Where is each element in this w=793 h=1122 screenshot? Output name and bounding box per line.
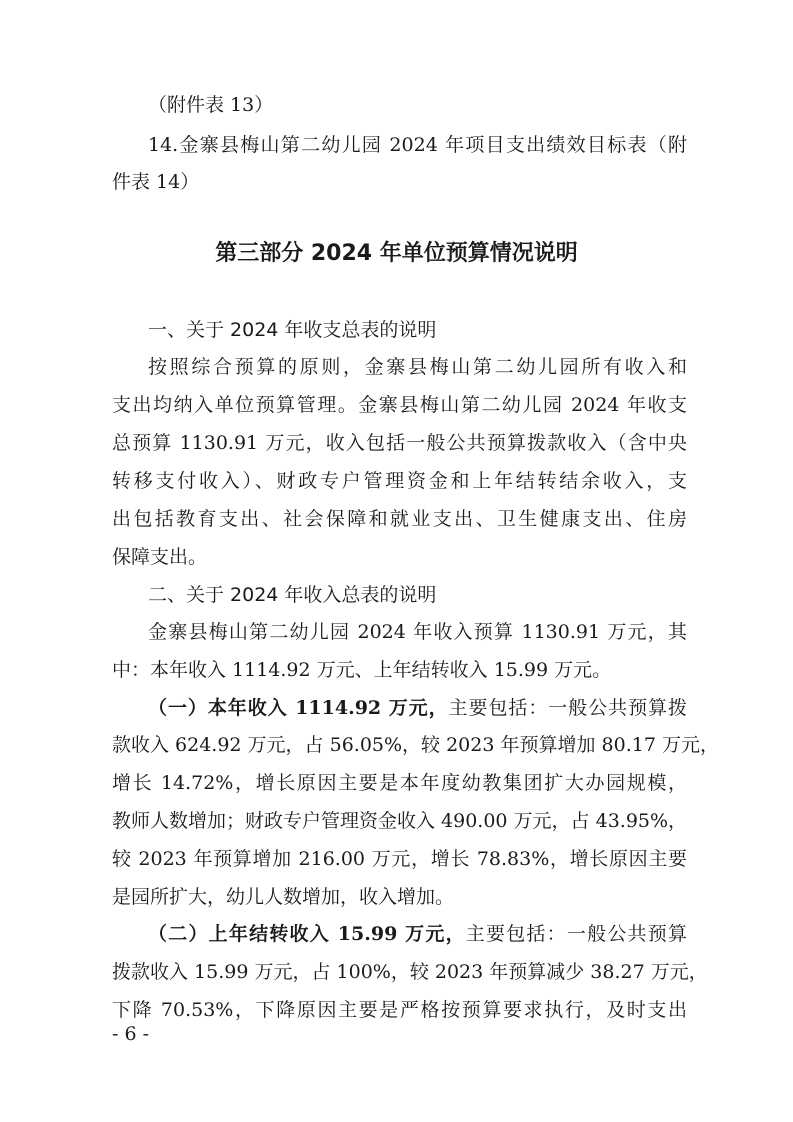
- attachment-line-13: （附件表 13）: [148, 94, 274, 116]
- sub1-heading: （一）本年收入 1114.92 万元，: [148, 697, 449, 719]
- sub2-rest: 主要包括：一般公共预算: [465, 923, 687, 945]
- section1-title: 一、关于 2024 年收支总表的说明: [148, 319, 437, 341]
- section1-line: 支出均纳入单位预算管理。金寨县梅山第二幼儿园 2024 年收支: [112, 394, 687, 416]
- sub2-line: 下降 70.53%，下降原因主要是严格按预算要求执行，及时支出: [112, 999, 687, 1021]
- attachment-line-14-cont: 件表 14）: [112, 171, 200, 193]
- sub1-line: 是园所扩大，幼儿人数增加，收入增加。: [112, 886, 455, 908]
- section1-line: 按照综合预算的原则，金寨县梅山第二幼儿园所有收入和: [148, 356, 687, 378]
- section2-title: 二、关于 2024 年收入总表的说明: [148, 584, 437, 606]
- sub2-first-line: [148, 922, 687, 946]
- sub1-line: 较 2023 年预算增加 216.00 万元，增长 78.83%，增长原因主要: [112, 848, 687, 870]
- section2-line: 中：本年收入 1114.92 万元、上年结转收入 15.99 万元。: [112, 659, 612, 681]
- part-title: 第三部分 2024 年单位预算情况说明: [215, 241, 578, 266]
- section1-line: 出包括教育支出、社会保障和就业支出、卫生健康支出、住房: [112, 508, 687, 530]
- section1-line: 总预算 1130.91 万元，收入包括一般公共预算拨款收入（含中央: [112, 432, 687, 454]
- page-number: - 6 -: [112, 1023, 150, 1045]
- sub1-line: 款收入 624.92 万元，占 56.05%，较 2023 年预算增加 80.17 万元，: [112, 734, 719, 756]
- sub1-first-line: [148, 696, 687, 720]
- sub1-line: 教师人数增加；财政专户管理资金收入 490.00 万元，占 43.95%，: [112, 810, 688, 832]
- section1-line: 转移支付收入）、财政专户管理资金和上年结转结余收入，支: [112, 470, 687, 492]
- sub2-line: 拨款收入 15.99 万元，占 100%，较 2023 年预算减少 38.27 万元，: [112, 961, 708, 983]
- sub2-heading: （二）上年结转收入 15.99 万元，: [148, 923, 466, 945]
- sub1-line: 增长 14.72%，增长原因主要是本年度幼教集团扩大办园规模，: [112, 772, 687, 794]
- attachment-line-14: 14.金寨县梅山第二幼儿园 2024 年项目支出绩效目标表（附: [148, 134, 687, 156]
- sub1-rest: 主要包括：一般公共预算拨: [448, 697, 687, 719]
- section2-line: 金寨县梅山第二幼儿园 2024 年收入预算 1130.91 万元，其: [148, 621, 687, 643]
- section1-line: 保障支出。: [112, 546, 208, 568]
